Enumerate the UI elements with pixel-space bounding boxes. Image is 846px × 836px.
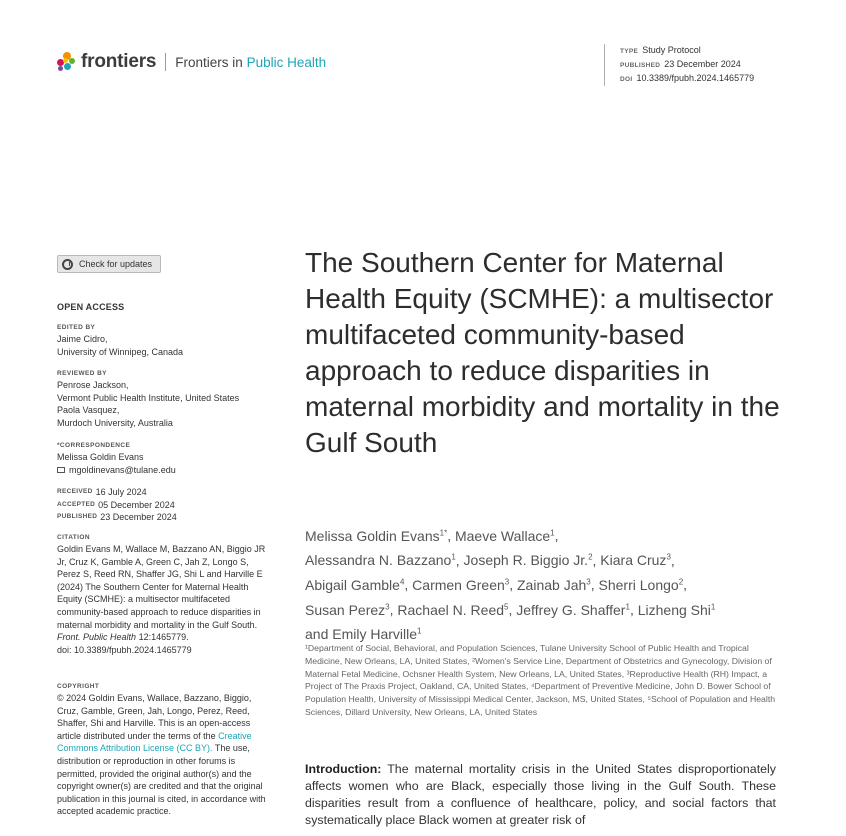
author[interactable] <box>517 577 591 593</box>
article-title: The Southern Center for Maternal Health Equity (SCMHE): a multisector multifaceted community-based approach to reduce disparities in maternal morbidity and mortality in the Gulf South <box>305 247 780 458</box>
meta-doi <box>620 72 754 86</box>
reviewed-by-label: REVIEWED BY <box>57 370 107 377</box>
reviewer-name: Paola Vasquez, <box>57 405 120 416</box>
article-meta <box>604 44 754 86</box>
author-name: Susan Perez <box>305 601 386 618</box>
copyright-label: COPYRIGHT <box>57 683 100 690</box>
journal-name[interactable] <box>175 55 326 70</box>
author-name: Carmen Green <box>412 576 505 593</box>
author[interactable] <box>600 552 671 568</box>
received-label: RECEIVED <box>57 488 93 495</box>
citation-text: Goldin Evans M, Wallace M, Bazzano AN, Biggio JR Jr, Cruz K, Gamble A, Green C, Jah Z, Longo S, Perez S, Reed RN, Shaffer JG, Shi L and Harville E (2024) The Southern Center for Maternal Health Equity (SCMHE): a multisector multifaceted community-based approach to reduce disparities in maternal morbidity and mortality in the Gulf South. <box>57 544 266 630</box>
abstract-text: The maternal mortality crisis in the United States disproportionately affects women who are Black, especially those living in the Gulf South. These disparities result from a confluence of healthcare, policy, and social factors that systematically place Black women at greater risk of <box>305 762 776 827</box>
meta-published-label: PUBLISHED <box>620 62 661 69</box>
author-affiliation-marker: 1 <box>451 552 456 562</box>
correspondence-email-row[interactable] <box>57 464 271 477</box>
author[interactable] <box>455 528 555 544</box>
author-separator: , <box>592 552 601 569</box>
accepted-label: ACCEPTED <box>57 500 96 508</box>
editor-affiliation: University of Winnipeg, Canada <box>57 346 184 357</box>
author-separator: , <box>389 601 398 618</box>
received-date <box>57 486 271 499</box>
author[interactable] <box>305 626 422 642</box>
correspondence-section <box>57 441 271 476</box>
check-updates-icon <box>62 259 73 270</box>
cc-by-license-link[interactable]: Creative Commons Attribution License (CC BY). <box>57 730 252 754</box>
copyright-text-2: The use, distribution or reproduction in other forums is permitted, provided the original author(s) and the copyright owner(s) are credited and that the original publication in this journal is cited, in accordance with accepted academic practice. <box>57 743 266 817</box>
author[interactable] <box>464 552 593 568</box>
journal-prefix: Frontiers in <box>175 54 243 70</box>
meta-published-value: 23 December 2024 <box>664 59 741 69</box>
edited-by-label: EDITED BY <box>57 324 96 331</box>
author-name: Kiara Cruz <box>600 552 667 569</box>
reviewed-by-section <box>57 369 271 429</box>
meta-doi-label: DOI <box>620 76 633 83</box>
editor-name: Jaime Cidro, <box>57 334 108 344</box>
author-affiliation-marker: 1 <box>417 626 422 636</box>
reviewer-affiliation: Vermont Public Health Institute, United States <box>57 392 240 403</box>
author-affiliation-marker: 4 <box>399 577 405 587</box>
author[interactable] <box>599 577 684 593</box>
author-separator: , <box>670 552 675 569</box>
check-updates-label: Check for updates <box>79 259 153 269</box>
author-affiliation-marker: 3 <box>385 601 390 611</box>
author-list <box>305 522 785 645</box>
frontiers-logo-icon <box>56 52 76 72</box>
journal-title: Public Health <box>246 54 327 70</box>
author-affiliation-marker: 3 <box>666 552 671 562</box>
author-name: Maeve Wallace <box>454 527 551 544</box>
abstract <box>305 761 776 829</box>
citation-volume: 12:1465779. <box>138 632 189 643</box>
author-affiliation-marker: 2 <box>678 577 684 587</box>
author-name: Joseph R. Biggio Jr. <box>463 552 589 569</box>
accepted-date <box>57 499 271 512</box>
author-separator: , <box>455 552 464 569</box>
author-name: Jeffrey G. Shaffer <box>516 601 626 618</box>
edited-by-section <box>57 323 271 358</box>
author-separator: , <box>447 527 455 544</box>
citation-section <box>57 533 271 656</box>
author-name: Melissa Goldin Evans <box>305 527 440 544</box>
citation-journal: Front. Public Health <box>57 632 137 643</box>
citation-journal-line <box>57 631 271 644</box>
header-divider <box>165 53 166 71</box>
correspondence-email[interactable]: mgoldinevans@tulane.edu <box>69 464 176 475</box>
abstract-section-label: Introduction: <box>305 762 382 776</box>
correspondence-name: Melissa Goldin Evans <box>57 452 144 462</box>
reviewer-affiliation: Murdoch University, Australia <box>57 417 173 428</box>
author-separator: , <box>683 576 688 593</box>
citation-label: CITATION <box>57 534 90 541</box>
accepted-value: 05 December 2024 <box>98 499 175 510</box>
author-separator: , <box>509 576 517 593</box>
author-name: Rachael N. Reed <box>397 601 505 618</box>
author-affiliation-marker: 1 <box>710 601 716 611</box>
author-separator: , <box>404 576 413 593</box>
meta-type-label: TYPE <box>620 48 639 55</box>
author-separator: , <box>508 601 517 618</box>
meta-doi-value[interactable]: 10.3389/fpubh.2024.1465779 <box>636 73 755 83</box>
author-affiliation-marker: 2 <box>588 552 593 562</box>
correspondence-label: *CORRESPONDENCE <box>57 442 131 449</box>
open-access-label: OPEN ACCESS <box>57 302 125 312</box>
author[interactable] <box>412 577 509 593</box>
author-name: and Emily Harville <box>305 626 418 643</box>
received-value: 16 July 2024 <box>95 487 147 497</box>
copyright-section <box>57 682 271 818</box>
check-for-updates-button[interactable] <box>57 255 161 273</box>
author-affiliation-marker: 1* <box>439 528 448 537</box>
author-name: Zainab Jah <box>517 576 587 593</box>
affiliations: ¹Department of Social, Behavioral, and Population Sciences, Tulane University School of Public Health and Tropical Medicine, New Orleans, LA, United States, ²Women's Service Line, Department of Obstetrics and Gynecology, Division of Maternal Fetal Medicine, Ochsner Health System, New Orleans, LA, United States, ³Reproductive Health (RH) Impact, a Project of The Praxis Project, Oakland, CA, United States, ⁴Department of Preventive Medicine, John D. Bower School of Population Health, University of Mississippi Medical Center, Jackson, MS, United States, ⁵School of Population and Health Sciences, Dillard University, New Orleans, LA, United States <box>305 643 776 717</box>
author-affiliation-marker: 5 <box>504 601 509 611</box>
author-affiliation-marker: 1 <box>550 528 555 537</box>
author[interactable] <box>305 602 390 618</box>
meta-type <box>620 44 754 58</box>
frontiers-logo[interactable] <box>56 51 326 73</box>
author-name: Sherri Longo <box>598 576 679 593</box>
author-name: Alessandra N. Bazzano <box>305 552 452 569</box>
author[interactable] <box>397 602 508 618</box>
author-separator: , <box>590 576 599 593</box>
copyright-text-1: © 2024 Goldin Evans, Wallace, Bazzano, Biggio, Cruz, Gamble, Green, Jah, Longo, Perez, Reed, Shaffer, Shi and Harville. This is an open-access article distributed under the terms of the <box>57 693 252 741</box>
author[interactable] <box>305 528 447 544</box>
author[interactable] <box>305 577 404 593</box>
author[interactable] <box>305 552 456 568</box>
citation-doi[interactable]: doi: 10.3389/fpubh.2024.1465779 <box>57 644 192 655</box>
published-date <box>57 511 271 524</box>
meta-published <box>620 58 754 72</box>
author[interactable] <box>516 602 630 618</box>
reviewer-name: Penrose Jackson, <box>57 380 129 390</box>
author-name: Abigail Gamble <box>305 576 400 593</box>
copyright-text <box>57 692 271 818</box>
author-name: Lizheng Shi <box>637 601 711 618</box>
mail-icon <box>57 467 65 473</box>
dates-section <box>57 486 271 524</box>
author[interactable] <box>638 602 716 618</box>
author-separator: , <box>629 601 638 618</box>
published-label: PUBLISHED <box>57 513 98 521</box>
author-affiliation-marker: 1 <box>625 601 630 611</box>
brand-name: frontiers <box>81 51 157 72</box>
author-affiliation-marker: 3 <box>586 577 591 587</box>
meta-type-value: Study Protocol <box>642 45 701 55</box>
author-separator: , <box>554 527 559 544</box>
author-affiliation-marker: 3 <box>504 577 510 587</box>
published-value: 23 December 2024 <box>100 512 177 523</box>
